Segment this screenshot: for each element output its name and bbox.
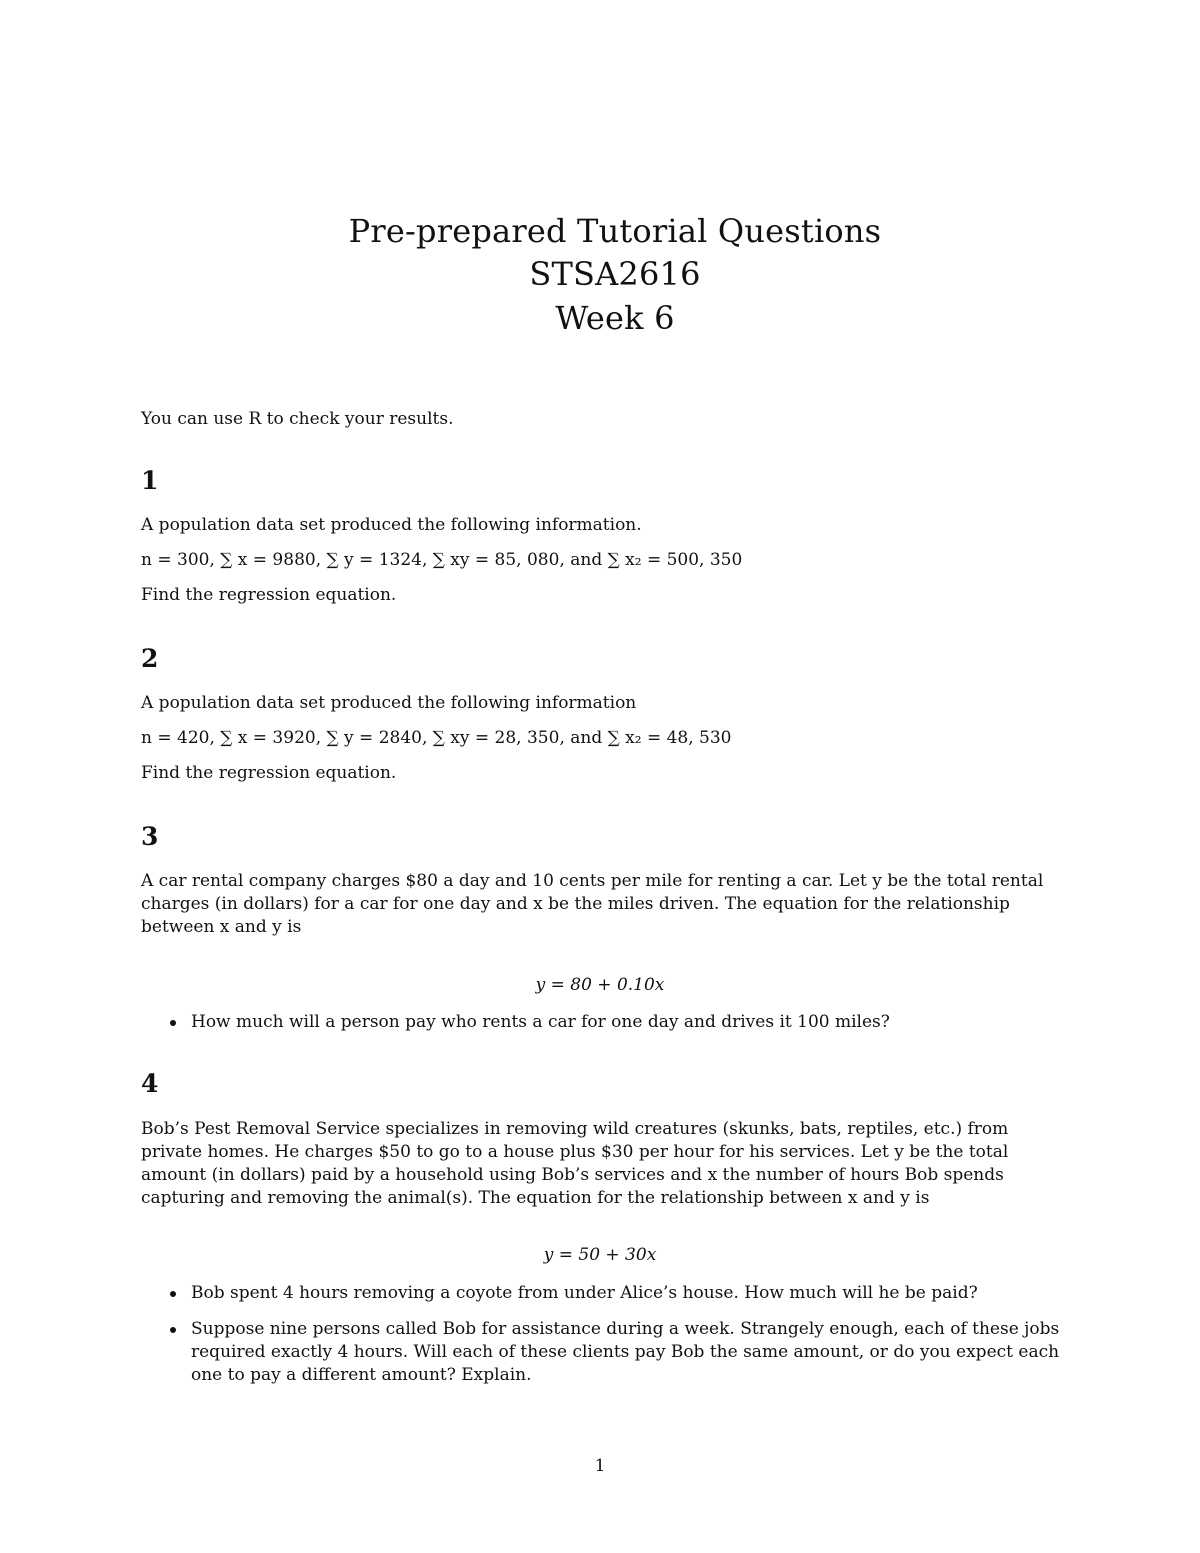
- question-1-data: n = 300, ∑ x = 9880, ∑ y = 1324, ∑ xy = 85, 080, and ∑ x₂ = 500, 350: [141, 550, 743, 570]
- course-code: STSA2616: [529, 255, 701, 293]
- question-4-heading: 4: [141, 1069, 159, 1098]
- list-item: [168, 1011, 1061, 1034]
- question-4-equation: y = 50 + 30x: [543, 1245, 657, 1265]
- bullet-icon: [170, 1327, 176, 1333]
- week-label: Week 6: [555, 299, 675, 337]
- question-4-bullets: [168, 1282, 1061, 1400]
- bullet-icon: [170, 1020, 176, 1026]
- question-1-intro: A population data set produced the following information.: [141, 515, 642, 535]
- question-4-bullet-2: Suppose nine persons called Bob for assistance during a week. Strangely enough, each of these jobs required exactly 4 hours. Will each of these clients pay Bob the same amount, or do you expect each one to pay a different amount? Explain.: [191, 1319, 1060, 1385]
- question-1-heading: 1: [141, 466, 159, 495]
- page-number: 1: [594, 1456, 606, 1476]
- question-3-bullet-1: How much will a person pay who rents a car for one day and drives it 100 miles?: [191, 1012, 890, 1032]
- document-title: Pre-prepared Tutorial Questions: [348, 212, 882, 250]
- bullet-icon: [170, 1291, 176, 1297]
- question-2-data: n = 420, ∑ x = 3920, ∑ y = 2840, ∑ xy = 28, 350, and ∑ x₂ = 48, 530: [141, 728, 732, 748]
- intro-text: You can use R to check your results.: [141, 409, 454, 429]
- list-item: [168, 1318, 1061, 1387]
- question-2-intro: A population data set produced the following information: [141, 693, 637, 713]
- question-4-bullet-1: Bob spent 4 hours removing a coyote from under Alice’s house. How much will he be paid?: [191, 1283, 978, 1303]
- list-item: [168, 1282, 1061, 1305]
- question-2-task: Find the regression equation.: [141, 763, 397, 783]
- question-3-equation: y = 80 + 0.10x: [535, 975, 665, 995]
- question-3-heading: 3: [141, 822, 159, 851]
- question-3-bullets: [168, 1011, 1061, 1047]
- question-1-task: Find the regression equation.: [141, 585, 397, 605]
- question-2-heading: 2: [141, 644, 159, 673]
- question-4-text: Bob’s Pest Removal Service specializes in removing wild creatures (skunks, bats, reptiles, etc.) from private homes. He charges $50 to go to a house plus $30 per hour for his services. Let y be the total amount (in dollars) paid by a household using Bob’s services and x the number of hours Bob spends capturing and removing the animal(s). The equation for the relationship between x and y is: [141, 1119, 1009, 1208]
- question-3-text: A car rental company charges $80 a day and 10 cents per mile for renting a car. Let y be the total rental charges (in dollars) for a car for one day and x be the miles driven. The equation for the relationship between x and y is: [141, 871, 1044, 937]
